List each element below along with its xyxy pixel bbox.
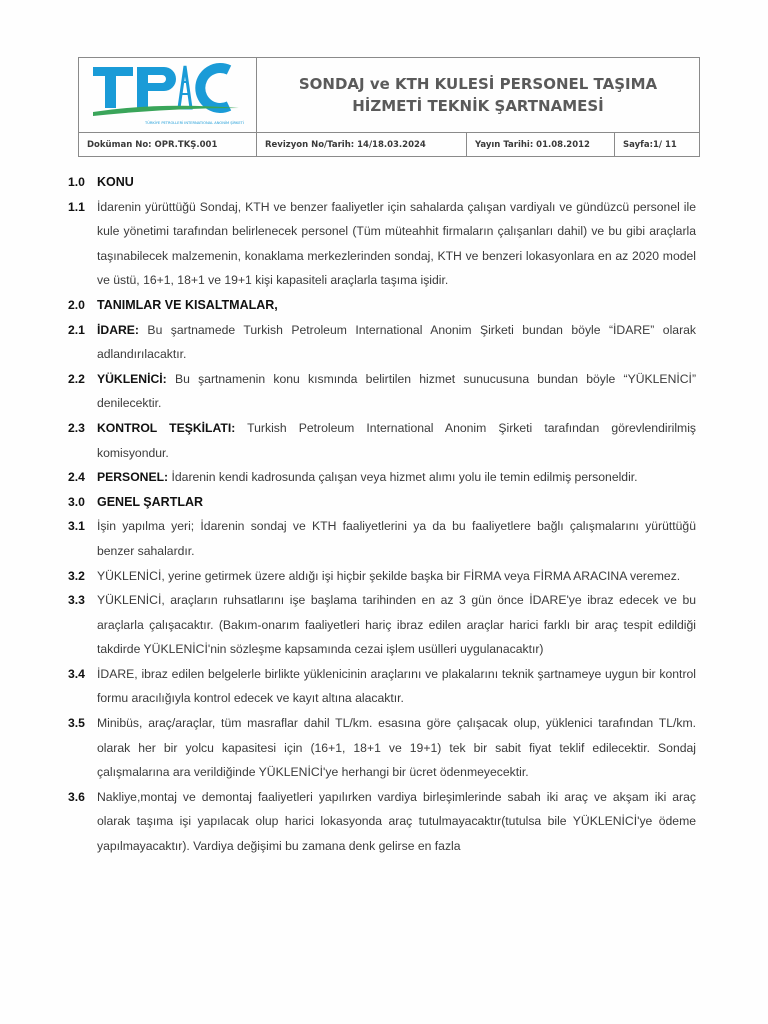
section-heading: [68, 293, 696, 318]
revision-info: Revizyon No/Tarih: 14/18.03.2024: [257, 133, 467, 156]
clause-number: 3.6: [68, 789, 85, 804]
publish-date: Yayın Tarihi: 01.08.2012: [467, 133, 615, 156]
definition-term: İDARE:: [97, 322, 139, 337]
section-number: 2.0: [68, 297, 85, 312]
section-title: KONU: [97, 175, 134, 189]
clause-number: 2.1: [68, 322, 85, 337]
title-line-1: SONDAJ ve KTH KULESİ PERSONEL TAŞIMA: [298, 75, 658, 93]
definition-text: Bu şartnamenin konu kısmında belirtilen hizmet sunucusuna bundan böyle “YÜKLENİCİ” denilecektir.: [97, 371, 696, 411]
tpic-logo-icon: [79, 58, 255, 130]
title-line-2: HİZMETİ TEKNİK ŞARTNAMESİ: [352, 97, 604, 115]
clause-number: 2.3: [68, 420, 85, 435]
definition-text: Turkish Petroleum International Anonim Şirketi tarafından görevlendirilmiş komisyondur.: [97, 420, 696, 460]
clause: [68, 195, 696, 293]
clause-number: 3.1: [68, 519, 85, 534]
clause-number: 3.4: [68, 666, 85, 681]
clause: [68, 514, 696, 563]
clause: [68, 785, 696, 859]
document-header: [78, 57, 700, 157]
clause: [68, 588, 696, 662]
clause: [68, 564, 696, 589]
section-title: TANIMLAR VE KISALTMALAR,: [97, 297, 278, 312]
clause: [68, 318, 696, 367]
definition-term: PERSONEL:: [97, 470, 169, 485]
clause-number: 3.2: [68, 568, 85, 583]
document-number: Doküman No: OPR.TKŞ.001: [79, 133, 257, 156]
definition-text: Bu şartnamede Turkish Petroleum International Anonim Şirketi bundan böyle “İDARE” olarak adlandırılacaktır.: [97, 322, 696, 362]
clause-text: İDARE, ibraz edilen belgelerle birlikte yüklenicinin araçlarını ve plakalarını teknik şartnameye uygun bir kontrol formu aracılığıyla kontrol edecek ve kayıt altına alacaktır.: [97, 666, 696, 706]
definition-text: İdarenin kendi kadrosunda çalışan veya hizmet alımı yolu ile temin edilmiş personeldir.: [168, 470, 638, 485]
page-number: Sayfa:1/ 11: [623, 139, 677, 150]
section-number: 1.0: [68, 175, 85, 189]
clause-text: İdarenin yürüttüğü Sondaj, KTH ve benzer faaliyetler için sahalarda çalışan vardiyalı ve gündüzcü personel ile kule yönetimi tarafından belirlenecek personel (Tüm müteahhit firmaların çalışanları dahil) ve bu gibi araçlarla taşınabilecek malzemenin, konaklama merkezlerinden sondaj, KTH ve benzeri lokasyonlara en az 2020 model ve üstü, 16+1, 18+1 ve 19+1 kişi kapasiteli araçlarla taşıma işidir.: [97, 199, 696, 288]
section-heading: [68, 170, 696, 195]
clause-number: 3.5: [68, 716, 85, 731]
clause-text: Nakliye,montaj ve demontaj faaliyetleri yapılırken vardiya birleşimlerinde sabah iki araç ve akşam iki araç olarak taşıma işi yapılacak olup harici lokasyonda araç tutulmayacaktır(tutulsa bile YÜKLENİCİ'ye ödeme yapılmayacaktır). Vardiya değişimi bu zamana denk gelirse en fazla: [97, 789, 696, 854]
clause-number: 2.4: [68, 470, 85, 485]
definition-term: KONTROL TEŞKİLATI:: [97, 420, 236, 435]
clause-number: 2.2: [68, 371, 85, 386]
document-title: [257, 58, 699, 132]
clause: [68, 416, 696, 465]
clause-text: Minibüs, araç/araçlar, tüm masraflar dahil TL/km. esasına göre çalışacak olup, yüklenici tarafından TL/km. olarak her bir yolcu kapasitesi için (16+1, 18+1 ve 19+1) tek bir sabit fiyat teklif edilecektir. Sondaj çalışmalarına ara verildiğinde YÜKLENİCİ'ye herhangi bir ücret ödenmeyecektir.: [97, 716, 696, 780]
section-heading: [68, 490, 696, 515]
clause-number: 1.1: [68, 199, 85, 214]
clause: [68, 662, 696, 711]
document-body: [68, 170, 696, 859]
logo-subtext: TÜRKİYE PETROLLERİ INTERNATIONAL ANONİM ŞİRKETİ: [145, 121, 244, 125]
clause: [68, 465, 696, 490]
header-meta-row: [79, 132, 699, 156]
section-number: 3.0: [68, 494, 85, 509]
clause: [68, 711, 696, 785]
clause-number: 3.3: [68, 593, 85, 608]
definition-term: YÜKLENİCİ:: [97, 371, 167, 386]
clause: [68, 367, 696, 416]
company-logo: [79, 58, 257, 132]
clause-text: YÜKLENİCİ, yerine getirmek üzere aldığı işi hiçbir şekilde başka bir FİRMA veya FİRMA ARACINA veremez.: [97, 568, 681, 583]
section-title: GENEL ŞARTLAR: [97, 494, 204, 509]
clause-text: İşin yapılma yeri; İdarenin sondaj ve KTH faaliyetlerini ya da bu faaliyetlere bağlı çalışmalarını yürüttüğü benzer sahalardır.: [97, 519, 696, 558]
clause-text: YÜKLENİCİ, araçların ruhsatlarını işe başlama tarihinden en az 3 gün önce İDARE'ye ibraz edecek ve bu araçlarla çalışacaktır. (Bakım-onarım faaliyetleri hariç ibraz edilen araçlar harici farklı bir araç tespit edildiği takdirde YÜKLENİCİ'nin sözleşme kapsamında cezai işlem usülleri uygulanacaktır): [97, 593, 696, 657]
